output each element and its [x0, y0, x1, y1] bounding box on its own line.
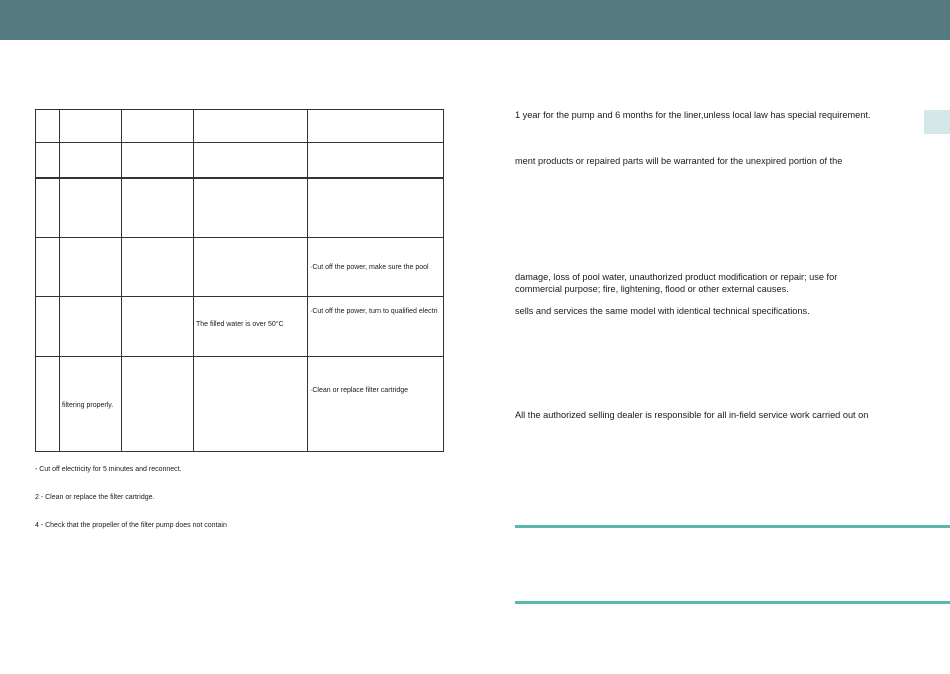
table-cell	[60, 297, 122, 357]
table-cell: filtering properly.	[60, 357, 122, 452]
table-cell: ·Cut off the power, make sure the pool	[308, 238, 444, 297]
note-line: 4 - Check that the propeller of the filter pump does not contain	[35, 522, 227, 529]
table-cell	[308, 143, 444, 178]
table-row	[36, 238, 444, 297]
table-row	[36, 178, 444, 238]
table-cell	[194, 357, 308, 452]
table-cell	[194, 238, 308, 297]
table-cell	[194, 143, 308, 178]
table-cell	[60, 143, 122, 178]
table-cell	[122, 110, 194, 143]
table-cell	[122, 178, 194, 238]
table-cell	[36, 238, 60, 297]
table-cell	[36, 178, 60, 238]
note-line: - Cut off electricity for 5 minutes and reconnect.	[35, 466, 182, 473]
table-cell	[308, 110, 444, 143]
table-cell: ·Clean or replace filter cartridge	[308, 357, 444, 452]
table-cell	[194, 110, 308, 143]
table-cell	[60, 178, 122, 238]
table-cell	[194, 178, 308, 238]
table-cell	[60, 238, 122, 297]
table-cell	[308, 178, 444, 238]
table-cell	[36, 297, 60, 357]
table-cell	[36, 143, 60, 178]
warranty-period-text: 1 year for the pump and 6 months for the liner,unless local law has special requirement.	[515, 110, 871, 120]
table-cell: ·Cut off the power, turn to qualified electri	[308, 297, 444, 357]
note-line: 2 - Clean or replace the filter cartridge.	[35, 494, 155, 501]
table-cell	[60, 110, 122, 143]
table-row	[36, 357, 444, 452]
warranty-replacement-text: ment products or repaired parts will be warranted for the unexpired portion of the	[515, 156, 843, 166]
table-cell	[122, 143, 194, 178]
table-row	[36, 110, 444, 143]
table-row	[36, 143, 444, 178]
warranty-exclusions-text: damage, loss of pool water, unauthorized product modification or repair; use for	[515, 272, 838, 282]
table-cell	[122, 238, 194, 297]
section-tab	[924, 110, 950, 134]
table-row	[36, 297, 444, 357]
warranty-exclusions-text: commercial purpose; fire, lightening, flood or other external causes.	[515, 284, 789, 294]
table-cell	[122, 297, 194, 357]
table-cell: The filled water is over 50°C	[194, 297, 308, 357]
warranty-dealer-text: All the authorized selling dealer is responsible for all in-field service work carried out on	[515, 410, 869, 420]
troubleshooting-table	[35, 109, 444, 452]
header-bar	[0, 0, 950, 40]
table-cell	[36, 357, 60, 452]
divider	[515, 601, 950, 604]
warranty-model-text: sells and services the same model with identical technical specifications.	[515, 306, 810, 316]
divider	[515, 525, 950, 528]
table-cell	[122, 357, 194, 452]
table-cell	[36, 110, 60, 143]
